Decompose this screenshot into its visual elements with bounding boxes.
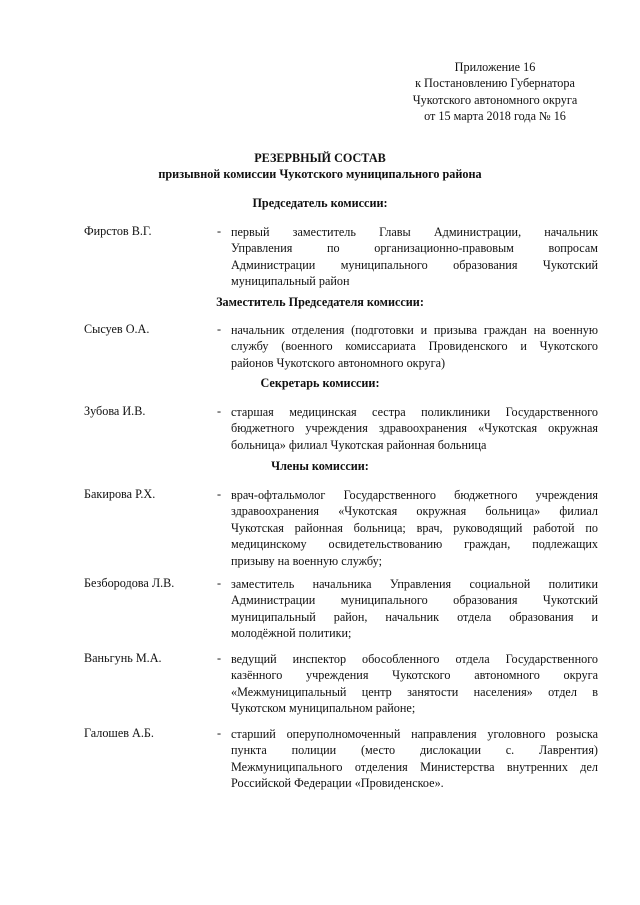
description-line: старший оперуполномоченный направления уголовного розыска [231, 727, 598, 741]
description-line: начальник отделения (подготовки и призыва граждан на военную [231, 323, 598, 337]
description-line: Чукотском муниципальном районе; [231, 701, 416, 716]
description-line: здравоохранения «Чукотская окружная больница» филиал [231, 504, 598, 519]
member-name: Бакирова Р.Х. [84, 487, 156, 501]
member-name: Безбородова Л.В. [84, 576, 175, 590]
description-line: старшая медицинская сестра поликлиники Государственного [231, 405, 598, 419]
description-line: призыву на военную службу; [231, 553, 382, 568]
description-line: больница» филиал Чукотская районная больница [231, 437, 487, 452]
description-line: Российской Федерации «Провиденское». [231, 776, 444, 791]
description-line: казённого учреждения Чукотского автономного округа [231, 668, 598, 683]
member-dash: - [217, 576, 222, 590]
appendix-line: Чукотского автономного округа [412, 92, 578, 107]
description-line: врач-офтальмолог Государственного бюджетного учреждения [231, 488, 598, 502]
appendix-block [380, 59, 610, 124]
member-dash: - [217, 651, 222, 665]
document-title: РЕЗЕРВНЫЙ СОСТАВ [254, 151, 386, 165]
description-line: районов Чукотского автономного округа) [231, 355, 446, 370]
appendix-line: к Постановлению Губернатора [415, 76, 575, 91]
member-dash: - [217, 322, 222, 336]
member-description [231, 726, 598, 792]
member-description [231, 404, 598, 453]
section-heading-secretary: Секретарь комиссии: [260, 376, 380, 390]
description-line: Администрации муниципального образования Чукотский [231, 257, 598, 272]
description-line: пункта полиции (место дислокации с. Лаврентия) [231, 743, 598, 758]
member-dash: - [217, 404, 222, 418]
section-heading-members: Члены комиссии: [271, 459, 369, 473]
member-name: Сысуев О.А. [84, 322, 150, 336]
description-line: службу (военного комиссариата Провиденского и Чукотского [231, 339, 598, 354]
member-dash: - [217, 487, 222, 501]
description-line: первый заместитель Главы Администрации, начальник [231, 225, 598, 239]
section-heading-chair: Председатель комиссии: [252, 196, 388, 210]
member-name: Ваньгунь М.А. [84, 651, 162, 665]
appendix-line: от 15 марта 2018 года № 16 [424, 108, 566, 123]
member-dash: - [217, 726, 222, 740]
description-line: «Межмуниципальный центр занятости населения» отдел в [231, 684, 598, 699]
description-line: Межмуниципального отделения Министерства внутренних дел [231, 759, 598, 774]
member-dash: - [217, 224, 222, 238]
document-subtitle: призывной комиссии Чукотского муниципального района [158, 167, 482, 181]
description-line: Администрации муниципального образования Чукотский [231, 593, 598, 608]
description-line: муниципальный район, начальник отдела образования и [231, 609, 598, 624]
description-line: заместитель начальника Управления социальной политики [231, 577, 598, 591]
member-description [231, 487, 598, 569]
description-line: медицинскому освидетельствованию граждан, подлежащих [231, 537, 598, 552]
section-heading-deputy: Заместитель Председателя комиссии: [216, 295, 424, 309]
description-line: ведущий инспектор обособленного отдела Государственного [231, 652, 598, 666]
member-description [231, 651, 598, 717]
appendix-line: Приложение 16 [454, 60, 536, 74]
description-line: бюджетного учреждения здравоохранения «Чукотская окружная [231, 421, 598, 436]
description-line: молодёжной политики; [231, 626, 352, 641]
description-line: Управления по организационно-правовым вопросам [231, 241, 598, 256]
member-description [231, 576, 598, 642]
description-line: муниципальный район [231, 274, 350, 289]
member-name: Галошев А.Б. [84, 726, 154, 740]
member-description [231, 322, 598, 371]
member-name: Зубова И.В. [84, 404, 146, 418]
member-name: Фирстов В.Г. [84, 224, 152, 238]
member-description [231, 224, 598, 290]
description-line: Чукотская районная больница; врач, руководящий работой по [231, 520, 598, 535]
